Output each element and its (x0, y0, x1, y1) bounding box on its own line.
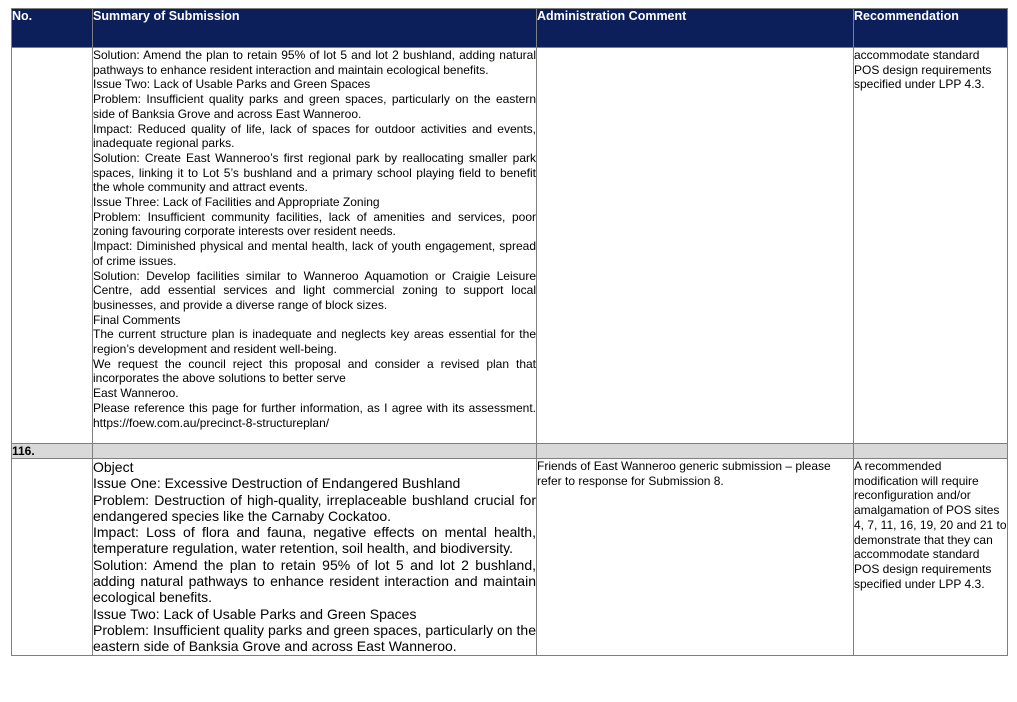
submission-number-row (12, 444, 1008, 459)
table-row (12, 48, 1008, 444)
summary-line: The current structure plan is inadequate and neglects key areas essential for the region’s development and resident well-being. (93, 327, 536, 357)
header-no: No. (12, 9, 93, 48)
summary-line: Please reference this page for further information, as I agree with its assessment. https://foew.com.au/precinct-8-structureplan/ (93, 400, 536, 430)
summary-line: Solution: Create East Wanneroo’s first regional park by reallocating smaller park spaces, linking it to Lot 5’s bushland and a primary school playing field to benefit the whole community and attract events. (93, 150, 536, 195)
recommendation-cell (854, 459, 1008, 656)
summary-line: Impact: Diminished physical and mental health, lack of youth engagement, spread of crime issues. (93, 239, 536, 268)
summary-line: Problem: Destruction of high-quality, irreplaceable bushland crucial for endangered species like the Carnaby Cockatoo. (93, 491, 536, 524)
summary-line: Issue Two: Lack of Usable Parks and Green Spaces (93, 605, 417, 622)
summary-line: Impact: Loss of flora and fauna, negative effects on mental health, temperature regulation, water retention, soil health, and biodiversity. (93, 524, 536, 557)
admin-comment-cell (537, 48, 854, 444)
recommendation-text: accommodate standard POS design requirements specified under LPP 4.3. (854, 48, 992, 92)
summary-line: Issue One: Excessive Destruction of Endangered Bushland (93, 475, 461, 492)
summary-line: Problem: Insufficient quality parks and green spaces, particularly on the eastern side of Banksia Grove and across East Wanneroo. (93, 621, 536, 655)
summary-line: Object (93, 459, 134, 475)
submission-number: 116. (12, 444, 93, 459)
summary-line: Solution: Amend the plan to retain 95% of lot 5 and lot 2 bushland, adding natural pathways to enhance resident interaction and maintain ecological benefits. (93, 556, 536, 606)
summary-cell (93, 459, 537, 656)
table-row (12, 459, 1008, 656)
summary-cell (93, 48, 537, 444)
summary-line: Final Comments (93, 312, 181, 327)
summary-line: Problem: Insufficient community facilities, lack of amenities and services, poor zoning favouring corporate interests over resident needs. (93, 209, 536, 239)
recommendation-cell (854, 48, 1008, 444)
summary-line: Impact: Reduced quality of life, lack of spaces for outdoor activities and events, inadequate regional parks. (93, 121, 536, 151)
row-number-cell (12, 48, 93, 444)
summary-line: East Wanneroo. (93, 386, 179, 401)
header-summary: Summary of Submission (93, 9, 537, 48)
submissions-table (11, 8, 1008, 656)
header-admin-comment: Administration Comment (537, 9, 854, 48)
summary-line: Issue Three: Lack of Facilities and Appropriate Zoning (93, 195, 380, 210)
summary-line: Solution: Amend the plan to retain 95% of lot 5 and lot 2 bushland, adding natural pathways to enhance resident interaction and maintain ecological benefits. (93, 48, 536, 77)
summary-line: Issue Two: Lack of Usable Parks and Green Spaces (93, 77, 371, 92)
summary-line: We request the council reject this proposal and consider a revised plan that incorporates the above solutions to better serve (93, 356, 536, 386)
recommendation-text: A recommended modification will require reconfiguration and/or amalgamation of POS sites 4, 7, 11, 16, 19, 20 and 21 to demonstrate that they can accommodate standard POS design requirements specified under LPP 4.3. (854, 459, 1007, 591)
table-header-row (12, 9, 1008, 48)
row-number-cell (12, 459, 93, 656)
summary-line: Problem: Insufficient quality parks and green spaces, particularly on the eastern side of Banksia Grove and across East Wanneroo. (93, 92, 536, 121)
summary-line: Solution: Develop facilities similar to Wanneroo Aquamotion or Craigie Leisure Centre, add essential services and light commercial zoning to support local businesses, and provide a diverse range of block sizes. (93, 268, 536, 312)
admin-comment-text: Friends of East Wanneroo generic submission – please refer to response for Submission 8. (537, 459, 831, 488)
header-recommendation: Recommendation (854, 9, 1008, 48)
admin-comment-cell (537, 459, 854, 656)
